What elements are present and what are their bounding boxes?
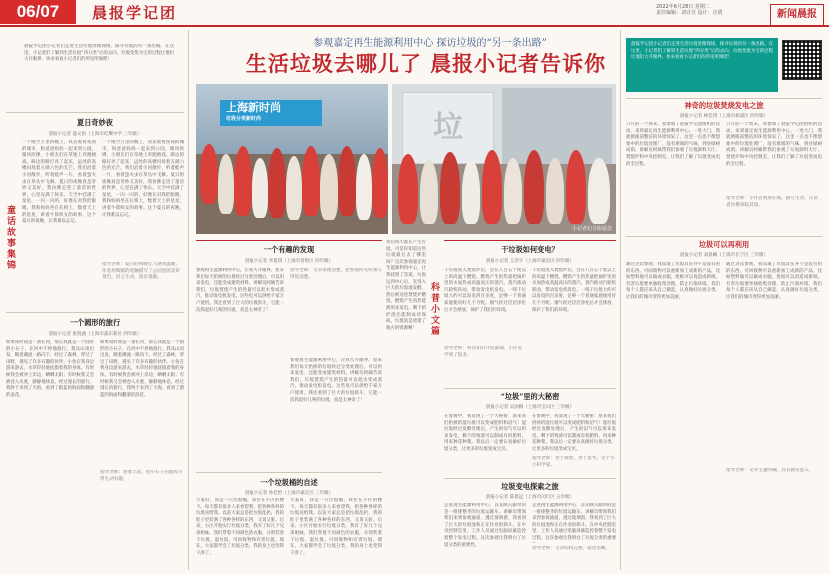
teacher-comment-a6: 指导老师：科普知识介绍准确，小作者学到了很多。 — [444, 346, 523, 358]
article-body-a8-col2: 走进再生能源利用中心，首先映入眼帘的是一排排整齐的垃圾运输车。讲解员带领我们来到参观通道，透过玻璃窗，我看到了巨大的垃圾池和正在作业的抓斗。在中央控制室里，工作人员通过电脑屏幕监控着整个发电过程。这次参观让我明白了垃圾分类的重要 — [532, 503, 616, 541]
article-body-a6-col1: 干垃圾进入焚烧炉后，会在八百五十度以上的高温下燃烧。燃烧产生的热量把锅炉里的水加热成高温高压的蒸汽，蒸汽推动汽轮机转动，带动发电机发电。一吨干垃圾大约可以发电四百多度，足够一个普通家庭使用好几个月呢。烟气经过层层净化后才会排放，保护了我们的环境。 — [444, 268, 526, 313]
intro-text-left: 晨报学记团小记者们走进生活垃圾处理现场，探寻垃圾的另一条出路。在这里，小记者们了解到生活垃圾“四分类”后的去向，垃圾变废为宝的过程让他们大开眼界。快来看看小记者们的所见所闻吧！ — [24, 44, 174, 63]
article-byline-a8: 晨报小记者 陈思远（上海市闵行区 五年级） — [485, 495, 575, 500]
article-byline-a3: 晨报小记者 孙佳怡（上海市嘉定区 三年级） — [244, 491, 334, 496]
article-body-a5-col1: 我们每天都在产生垃圾，可是你知道这些垃圾最后去了哪里吗？这次参观嘉定再生能源利用中心，让我找到了答案。垃圾运到中心后，先进入巨大的垃圾池发酵，然后被送进焚烧炉燃烧。燃烧产生的热能被用来发电，剩下的炉渣还能制成环保砖。垃圾真是放错了地方的资源啊！ — [386, 240, 426, 331]
photo-caption: 小记者们合影留念 — [571, 226, 612, 232]
article-body-a10-col1: 通过这次参观，我知道了垃圾其实并不是没有用的东西。可回收物可以重新加工成新的产品，比如塑料瓶可以做成衣服，废纸可以再造成新纸。有害垃圾要单独收集处理，防止污染环境。我们每个人都应该从自己做起，认真做好垃圾分类，让我们的城市变得更加美丽。 — [626, 262, 720, 300]
article-byline-a2: 晨报小记者 张悦涵（上海市浦东新区 四年级） — [48, 332, 142, 337]
intro-box-right-text: 晨报学记团小记者们走进生活垃圾处理现场，探寻垃圾的另一条出路。在这里，小记者们了解到生活垃圾“四分类”后的去向，垃圾变废为宝的过程让他们大开眼界。快来看看小记者们的所见所闻吧！ — [631, 42, 773, 61]
article-title-a4: 一个有趣的发现 — [263, 245, 315, 254]
article-body-a9-col2: 六月的一个周末，我参加了晨报学记团组织的活动，来到嘉定再生能源利用中心。一进大门，我就被眼前整洁的环境惊呆了，这里一点也不像想象中的垃圾处理厂，没有难闻的气味，到处绿树成荫。讲解员阿姨带我们参观了垃圾卸料大厅、焚烧炉和中央控制室，让我们了解了垃圾变成电的全过程。 — [726, 122, 822, 167]
article-title-a6: 干垃圾如何变电？ — [501, 245, 559, 254]
teacher-comment-a10: 指导老师：文章主题明确，具有教育意义。 — [726, 468, 814, 473]
article-title-a2: 一个圆形的旅行 — [69, 318, 121, 327]
article-byline-a4: 晨报小记者 李思琪（上海市普陀区 四年级） — [244, 259, 334, 264]
article-byline-a9: 晨报小记者 林佳琪（上海市杨浦区 四年级） — [679, 114, 769, 119]
photo-sign-text: 上海新时尚 — [226, 101, 281, 114]
divider — [196, 240, 382, 241]
teacher-comment-a2: 指导老师：想象丰富，把小石子的旅程写得生动有趣。 — [100, 470, 183, 482]
article-byline-a6: 晨报小记者 王浩宇（上海市嘉定区 四年级） — [485, 259, 575, 264]
main-headline: 生活垃圾去哪儿了 晨报小记者告诉你 — [245, 51, 607, 76]
article-body-a1-col2: 一个晴空万里的晚上，我去观看夜间的城市，和爸爸妈妈一起来到公园，微风吹拂，小朋友们在草地上奔跑嬉戏。路边的路灯亮了起来，远处的高楼闪烁着五颜六色的光芒。我们沿着小河散步，听着蛙声一片，看着萤火虫在草丛中飞舞。夏日的夜晚真是奇妙又美好，我仿佛走进了童话的世界，心里充满了快乐。天空中挂满了星星，一闪一闪的，好像在对我眨眼睛。我和妈妈坐在长椅上，数着天上的星星，讲着牛郎织女的故事。这个夏日的夜晚，让我难以忘记。 — [102, 140, 184, 218]
divider — [6, 112, 184, 113]
photo-sign-subtext: 垃圾分类新时尚 — [226, 116, 262, 122]
newspaper-logo: 新闻晨报 — [770, 4, 824, 26]
header-rule — [0, 25, 829, 27]
divider — [444, 388, 616, 389]
issue-date-badge: 06/07 — [0, 0, 76, 24]
vertical-column-label-left: 童话故事集锦 — [5, 205, 15, 271]
article-title-a9: 神奇的垃圾焚烧发电之旅 — [684, 101, 764, 110]
teacher-comment-a4: 指导老师：文章条理清楚，把参观所见所闻写得很清楚。 — [290, 268, 382, 280]
teacher-comment-a9: 指导老师：小作者观察仔细，描写生动，让读者仿佛身临其境。 — [726, 196, 818, 208]
article-byline-a1: 晨报小记者 盛文雨（上海市纪鹰中学 三年级） — [48, 132, 142, 137]
article-title-a7: “垃圾”里的大秘密 — [500, 392, 560, 401]
teacher-comment-a8: 指导老师：文章结构完整，叙述清晰。 — [532, 546, 611, 551]
article-body-a8-col1: 走进再生能源利用中心，首先映入眼帘的是一排排整齐的垃圾运输车。讲解员带领我们来到参观通道，透过玻璃窗，我看到了巨大的垃圾池和正在作业的抓斗。在中央控制室里，工作人员通过电脑屏幕监控着整个发电过程。这次参观让我明白了垃圾分类的重要性。 — [444, 503, 526, 548]
article-body-a1-col1: 一个晴空万里的晚上，我去观看夜间的城市，和爸爸妈妈一起来到公园，微风吹拂，小朋友们在草地上奔跑嬉戏。路边的路灯亮了起来，远处的高楼闪烁着五颜六色的光芒。我们沿着小河散步，听着蛙声一片，看着萤火虫在草丛中飞舞。夏日的夜晚真是奇妙又美好，我仿佛走进了童话的世界，心里充满了快乐。天空中挂满了星星，一闪一闪的，好像在对我眨眼睛。我和妈妈坐在长椅上，数着天上的星星，讲着牛郎织女的故事。这个夏日的夜晚，让我难以忘记。 — [22, 140, 96, 225]
article-body-a6-col2: 干垃圾进入焚烧炉后，会在八百五十度以上的高温下燃烧。燃烧产生的热量把锅炉里的水加热成高温高压的蒸汽，蒸汽推动汽轮机转动，带动发电机发电。一吨干垃圾大约可以发电四百多度，足够一个普通家庭使用好几个月呢。烟气经过层层净化后才会排放，保护了我们的环境。 — [532, 268, 616, 313]
divider — [626, 98, 822, 99]
divider — [444, 478, 616, 479]
divider — [626, 236, 822, 237]
article-title-a10: 垃圾可以再利用 — [698, 240, 750, 249]
group-photo-left — [196, 84, 388, 234]
headline-kicker: 参观嘉定再生能源利用中心 探访垃圾的“另一条出路” — [313, 38, 547, 49]
column-divider — [188, 30, 189, 570]
teacher-comment-a1: 指导老师：夏日的夜晚让人感到温暖，作者用细腻的笔触描写了公园里的美好景色，语言生动，富有童趣。 — [102, 262, 181, 281]
article-body-a3-col1: 大家好，我是一只垃圾桶，我住在小区的楼下。每天都有很多人来看望我，把各种各样的垃圾送给我。以前大家总是把垃圾乱扔，我的肚子里装满了各种各样的东西，又臭又脏。后来，小区开始实行垃圾分类，我有了好几个兄弟姐妹，我们穿着不同颜色的衣服，分别装着干垃圾、湿垃圾、可回收物和有害垃圾。现在，大家都学会了垃圾分类，我的身上也变得干净了。 — [196, 498, 284, 556]
group-photo-right: 垃 小记者们合影留念 — [392, 84, 616, 234]
article-body-a7-col1: 在参观中，我发现了一个大秘密：原来我们扔掉的湿垃圾可以变成肥料和沼气！湿垃圾经过发酵处理后，产生的沼气可以用来发电，剩下的残渣可以制成有机肥料，用来种花种菜。我以后一定要认真做好垃圾分类，让更多的垃圾变成宝贝。 — [444, 414, 526, 452]
header-editor-line: 责任编辑：刘宣宣 设计：汪倩 — [656, 10, 723, 16]
teacher-comment-a7: 指导老师：善于观察，善于思考，是个小小科学家。 — [532, 456, 615, 468]
article-body-a9-col1: 六月的一个周末，我参加了晨报学记团组织的活动，来到嘉定再生能源利用中心。一进大门，我就被眼前整洁的环境惊呆了，这里一点也不像想象中的垃圾处理厂，没有难闻的气味，到处绿树成荫。讲解员阿姨带我们参观了垃圾卸料大厅、焚烧炉和中央控制室，让我们了解了垃圾变成电的全过程。 — [626, 122, 720, 167]
article-title-a3: 一个垃圾桶的自述 — [260, 478, 318, 487]
divider — [444, 240, 616, 241]
header-date-line: 2022年6月28日 星期二 — [656, 4, 710, 10]
article-byline-a7: 晨报小记者 吴雨桐（上海市宝山区 三年级） — [485, 405, 575, 410]
article-body-a2-col2: 如果说时间是一条长河，那么我就是一个圆形的小石子，在河中不停地旅行。我从山顶出发，顺着溪流一路向下，经过了森林，穿过了田野，遇见了许多有趣的伙伴。小鱼在我身边游来游去，水草轻轻地抚摸着我的身体。有时候我会被冲上岸边，晒晒太阳；有时候我又会被卷入水底，静静地休息。经过漫长的旅行，我终于来到了大海，看到了蔚蓝的海面和翻滚的浪花。 — [100, 340, 184, 398]
article-body-a3-col2: 大家好，我是一只垃圾桶，我住在小区的楼下。每天都有很多人来看望我，把各种各样的垃圾送给我。以前大家总是把垃圾乱扔，我的肚子里装满了各种各样的东西，又臭又脏。后来，小区开始实行垃圾分类，我有了好几个兄弟姐妹，我们穿着不同颜色的衣服，分别装着干垃圾、湿垃圾、可回收物和有害垃圾。现在，大家都学会了垃圾分类，我的身上也变得干净了。 — [290, 498, 382, 556]
intro-box-right — [626, 38, 778, 92]
article-body-a4-col2: 参观再生能源利用中心，让我大开眼界。原来我们每天扔掉的垃圾经过分类处理后，可以用来发电，还能变成建筑材料。讲解员阿姨告诉我们，垃圾焚烧产生的热量可以把水变成蒸汽，推动发电机发电。这些电可以供给千家万户使用。我还看到了巨大的垃圾抓斗，它能一次抓起好几吨的垃圾，真是太神奇了！ — [290, 358, 382, 403]
divider — [6, 312, 184, 313]
section-title: 晨报学记团 — [92, 4, 178, 22]
qr-code-icon — [782, 40, 822, 80]
divider — [196, 472, 382, 473]
article-title-a1: 夏日奇妙夜 — [77, 118, 113, 127]
article-body-a2-col1: 如果说时间是一条长河，那么我就是一个圆形的小石子，在河中不停地旅行。我从山顶出发，顺着溪流一路向下，经过了森林，穿过了田野，遇见了许多有趣的伙伴。小鱼在我身边游来游去，水草轻轻地抚摸着我的身体。有时候我会被冲上岸边，晒晒太阳；有时候我又会被卷入水底，静静地休息。经过漫长的旅行，我终于来到了大海，看到了蔚蓝的海面和翻滚的浪花。 — [6, 340, 94, 398]
header-meta — [656, 4, 776, 16]
article-body-a4-col1: 参观再生能源利用中心，让我大开眼界。原来我们每天扔掉的垃圾经过分类处理后，可以用来发电，还能变成建筑材料。讲解员阿姨告诉我们，垃圾焚烧产生的热量可以把水变成蒸汽，推动发电机发电。这些电可以供给千家万户使用。我还看到了巨大的垃圾抓斗，它能一次抓起好几吨的垃圾，真是太神奇了！ — [196, 268, 284, 313]
vertical-column-label-center: 科普小文篇 — [429, 282, 439, 337]
article-title-a8: 垃圾变电探索之旅 — [501, 482, 559, 491]
article-body-a10-col2: 通过这次参观，我知道了垃圾其实并不是没有用的东西。可回收物可以重新加工成新的产品，比如塑料瓶可以做成衣服，废纸可以再造成新纸。有害垃圾要单独收集处理，防止污染环境。我们每个人都应该从自己做起，认真做好垃圾分类，让我们的城市变得更加美丽。 — [726, 262, 822, 300]
column-divider — [620, 30, 621, 570]
article-body-a7-col2: 在参观中，我发现了一个大秘密：原来我们扔掉的湿垃圾可以变成肥料和沼气！湿垃圾经过发酵处理后，产生的沼气可以用来发电，剩下的残渣可以制成有机肥料，用来种花种菜。我以后一定要认真做好垃圾分类，让更多的垃圾变成宝贝。 — [532, 414, 616, 452]
article-byline-a10: 晨报小记者 刘晨曦（上海市长宁区 三年级） — [679, 253, 769, 258]
